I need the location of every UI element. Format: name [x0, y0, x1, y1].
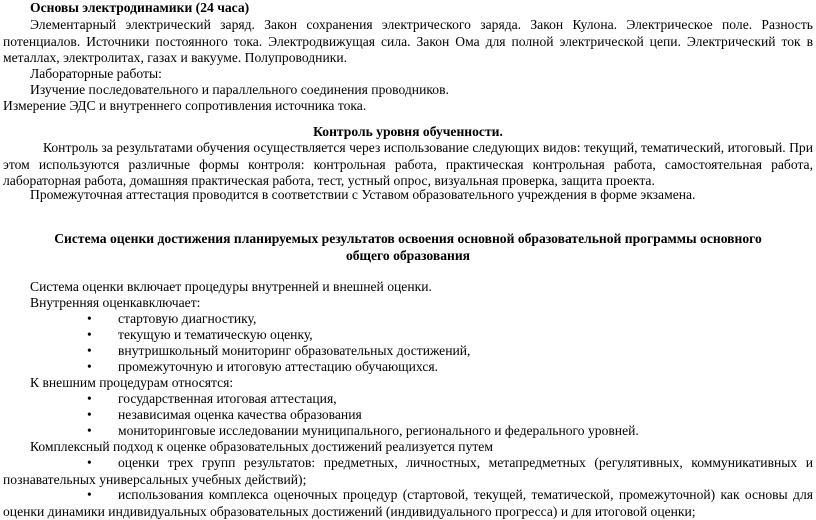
bullet-icon: •	[87, 455, 92, 470]
bullet-icon: •	[87, 487, 92, 502]
control-heading: Контроль уровня обученности.	[313, 124, 503, 139]
system-heading: Система оценки достижения планируемых результатов освоения основной образовательной программы основного общего образования	[54, 231, 762, 263]
bullet-icon: •	[87, 391, 92, 406]
attestation-text: Промежуточная аттестация проводится в соответствии с Уставом образовательного учреждения в форме экзамена.	[30, 187, 696, 202]
complex-heading: Комплексный подход к оценке образовательных достижений реализуется путем	[30, 439, 493, 454]
bullet-icon: •	[87, 407, 92, 422]
list-item-text: оценки трех групп результатов: предметных, личностных, метапредметных (регулятивных, коммуникативных и познавательных универсальных учебных действий);	[3, 455, 813, 487]
list-item-text: стартовую диагностику,	[118, 311, 257, 326]
section-body: Элементарный электрический заряд. Закон сохранения электрического заряда. Закон Кулона. Электрическое поле. Разность потенциалов. Источники постоянного тока. Электродвижущая сила. Закон Ома для полной электрической цепи. Электрический ток в металлах, электролитах, газах и вакууме. Полупроводники.	[3, 17, 813, 65]
bullet-icon: •	[87, 343, 92, 358]
control-body: Контроль за результатами обучения осуществляется через использование следующих видов: текущий, тематический, итоговый. При этом используются различные формы контроля: контрольная работа, практическая контрольная работа, самостоятельная работа, лабораторная работа, домашняя практическая работа, тест, устный опрос, визуальная проверка, защита проекта.	[3, 140, 813, 188]
list-item-text: использования комплекса оценочных процедур (стартовой, текущей, тематической, промежуточной) как основы для оценки динамики индивидуальных образовательных достижений (индивидуального прогресса) и для итоговой оценки;	[3, 487, 813, 519]
lab-item: Изучение последовательного и параллельного соединения проводников.	[30, 82, 449, 97]
internal-heading: Внутренняя оценкавключает:	[30, 295, 201, 310]
section-heading: Основы электродинамики (24 часа)	[30, 0, 250, 15]
bullet-icon: •	[87, 327, 92, 342]
list-item-text: внутришкольный мониторинг образовательных достижений,	[118, 343, 471, 358]
bullet-icon: •	[87, 423, 92, 438]
list-item-text: государственная итоговая аттестация,	[118, 391, 337, 406]
lab-item: Измерение ЭДС и внутреннего сопротивления источника тока.	[3, 98, 367, 113]
bullet-icon: •	[87, 311, 92, 326]
external-heading: К внешним процедурам относятся:	[30, 375, 234, 390]
list-item-text: независимая оценка качества образования	[118, 407, 362, 422]
list-item-text: мониторинговые исследовании муниципального, регионального и федерального уровней.	[118, 423, 639, 438]
labs-heading: Лабораторные работы:	[30, 66, 162, 81]
list-item-text: текущую и тематическую оценку,	[118, 327, 313, 342]
system-intro: Система оценки включает процедуры внутренней и внешней оценки.	[30, 279, 432, 294]
bullet-icon: •	[87, 359, 92, 374]
list-item-text: промежуточную и итоговую аттестацию обучающихся.	[118, 359, 439, 374]
